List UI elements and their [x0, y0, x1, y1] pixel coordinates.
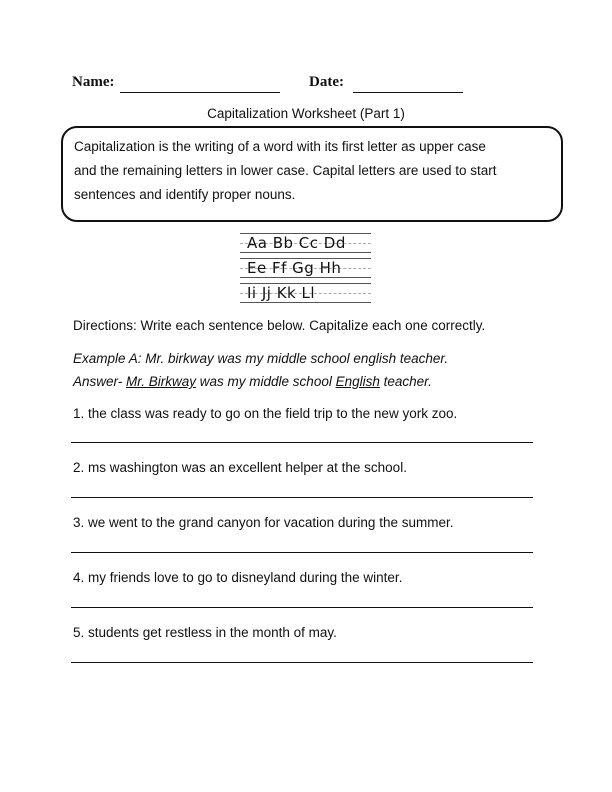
answer-line-2[interactable]	[71, 497, 533, 498]
question-3: 3. we went to the grand canyon for vacation during the summer.	[73, 515, 454, 530]
name-label: Name:	[72, 74, 115, 90]
intro-box	[61, 126, 563, 222]
alphabet-row	[240, 283, 371, 303]
answer-underlined-name: Mr. Birkway	[126, 374, 197, 389]
alphabet-chart	[240, 233, 371, 303]
alphabet-letters: Aa Bb Cc Dd	[247, 234, 346, 252]
example-answer	[73, 374, 432, 389]
question-1: 1. the class was ready to go on the field trip to the new york zoo.	[73, 406, 458, 421]
alphabet-row	[240, 233, 371, 253]
intro-line: and the remaining letters in lower case. Capital letters are used to start	[74, 163, 497, 178]
directions: Directions: Write each sentence below. Capitalize each one correctly.	[73, 318, 486, 333]
alphabet-row	[240, 258, 371, 278]
alphabet-letters: Ee Ff Gg Hh	[247, 259, 342, 277]
answer-line-1[interactable]	[71, 442, 533, 443]
name-field[interactable]	[120, 92, 280, 93]
intro-line: sentences and identify proper nouns.	[74, 187, 296, 202]
date-field[interactable]	[353, 92, 463, 93]
answer-end: teacher.	[379, 374, 432, 389]
question-2: 2. ms washington was an excellent helper at the school.	[73, 460, 407, 475]
question-4: 4. my friends love to go to disneyland during the winter.	[73, 570, 403, 585]
answer-middle: was my middle school	[196, 374, 336, 389]
example-sentence: Example A: Mr. birkway was my middle school english teacher.	[73, 351, 449, 366]
worksheet-title: Capitalization Worksheet (Part 1)	[207, 106, 405, 121]
answer-prefix: Answer-	[73, 374, 127, 389]
alphabet-letters: Ii Jj Kk Ll	[247, 284, 316, 302]
answer-underlined-word: English	[335, 374, 380, 389]
question-5: 5. students get restless in the month of may.	[73, 625, 337, 640]
answer-line-5[interactable]	[71, 662, 533, 663]
date-label: Date:	[309, 74, 344, 90]
intro-line: Capitalization is the writing of a word with its first letter as upper case	[74, 139, 486, 154]
answer-line-4[interactable]	[71, 607, 533, 608]
answer-line-3[interactable]	[71, 552, 533, 553]
